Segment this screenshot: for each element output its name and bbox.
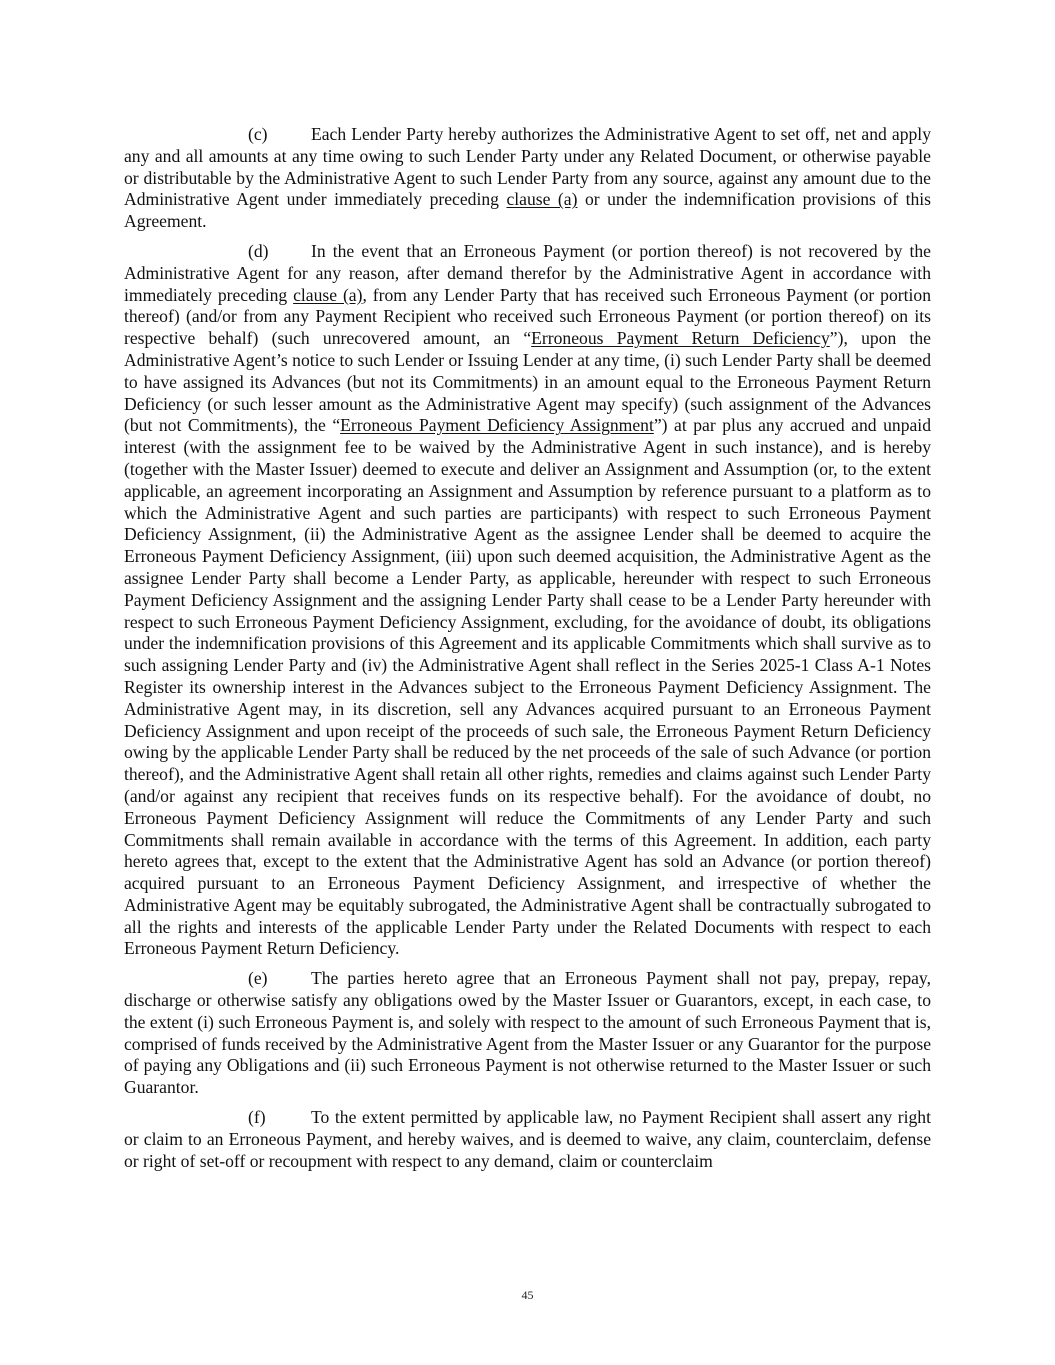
document-page bbox=[124, 124, 931, 1180]
paragraph-c-text-1: Each Lender Party hereby authorizes the Administrative Agent to set off, net and apply any and all amounts at any time owing to such Lender Party under any Related Document, or otherwise payable or distributable by the Administrative Agent to such Lender Party from any source, against any amount due to the Administrative Agent under immediately preceding bbox=[124, 124, 931, 210]
paragraph-c-text-2: or under the indemnification provisions of this Agreement. bbox=[124, 189, 931, 232]
paragraph-label-e: (e) bbox=[248, 968, 268, 989]
paragraph-e-text: The parties hereto agree that an Erroneous Payment shall not pay, prepay, repay, discharge or otherwise satisfy any obligations owed by the Master Issuer or Guarantors, except, in each case, to the extent (i) such Erroneous Payment is, and solely with respect to the amount of such Erroneous Payment that is, comprised of funds received by the Administrative Agent from the Master Issuer or any Guarantor for the purpose of paying any Obligations and (ii) such Erroneous Payment is not otherwise returned to the Master Issuer or such Guarantor. bbox=[124, 968, 931, 1098]
paragraph-d-text-4: ”) at par plus any accrued and unpaid interest (with the assignment fee to be waived by the Administrative Agent in such instance), and is hereby (together with the Master Issuer) deemed to execute and deliver an Assignment and Assumption (or, to the extent applicable, an agreement incorporating an Assignment and Assumption by reference pursuant to a platform as to which the Administrative Agent and such parties are participants) with respect to such Erroneous Payment Deficiency Assignment, (ii) the Administrative Agent as the assignee Lender shall be deemed to acquire the Erroneous Payment Deficiency Assignment, (iii) upon such deemed acquisition, the Administrative Agent as the assignee Lender Party shall become a Lender Party, as applicable, hereunder with respect to such Erroneous Payment Deficiency Assignment and the assigning Lender Party shall cease to be a Lender Party hereunder with respect to such Erroneous Payment Deficiency Assignment, excluding, for the avoidance of doubt, its obligations under the indemnification provisions of this Agreement and its applicable Commitments which shall survive as to such assigning Lender Party and (iv) the Administrative Agent shall reflect in the Series 2025-1 Class A-1 Notes Register its ownership interest in the Advances subject to the Erroneous Payment Deficiency Assignment. The Administrative Agent may, in its discretion, sell any Advances acquired pursuant to an Erroneous Payment Deficiency Assignment and upon receipt of the proceeds of such sale, the Erroneous Payment Return Deficiency owing by the applicable Lender Party shall be reduced by the net proceeds of the sale of such Advance (or portion thereof), and the Administrative Agent shall retain all other rights, remedies and claims against such Lender Party (and/or against any recipient that receives funds on its respective behalf). For the avoidance of doubt, no Erroneous Payment Deficiency Assignment will reduce the Commitments of any Lender Party and such Commitments shall remain available in accordance with the terms of this Agreement. In addition, each party hereto agrees that, except to the extent that the Administrative Agent has sold an Advance (or portion thereof) acquired pursuant to an Erroneous Payment Deficiency Assignment, and irrespective of whether the Administrative Agent may be equitably subrogated, the Administrative Agent shall be contractually subrogated to all the rights and interests of the applicable Lender Party under the Related Documents with respect to each Erroneous Payment Return Deficiency. bbox=[124, 415, 931, 959]
defined-term-deficiency-assignment: Erroneous Payment Deficiency Assignment bbox=[340, 415, 654, 436]
paragraph-d bbox=[124, 241, 931, 960]
paragraph-f bbox=[124, 1107, 931, 1172]
paragraph-d-text-1: In the event that an Erroneous Payment (or portion thereof) is not recovered by the Administrative Agent for any reason, after demand therefor by the Administrative Agent in accordance with immediately preceding bbox=[124, 240, 931, 305]
defined-term-return-deficiency: Erroneous Payment Return Deficiency bbox=[531, 328, 830, 349]
paragraph-d-text-3: ”), upon the Administrative Agent’s notice to such Lender or Issuing Lender at any time, (i) such Lender Party shall be deemed to have assigned its Advances (but not its Commitments) in an amount equal to the Erroneous Payment Return Deficiency (or such lesser amount as the Administrative Agent may specify) (such assignment of the Advances (but not Commitments), the “ bbox=[124, 328, 931, 436]
paragraph-label-d: (d) bbox=[248, 240, 269, 261]
paragraph-d-text-2: , from any Lender Party that has received such Erroneous Payment (or portion thereof) (and/or from any Payment Recipient who received such Erroneous Payment (or portion thereof) on its respective behalf) (such unrecovered amount, an “ bbox=[124, 284, 931, 349]
paragraph-label-c: (c) bbox=[248, 124, 268, 144]
paragraph-label-f: (f) bbox=[248, 1107, 266, 1128]
page-number: 45 bbox=[521, 1288, 534, 1302]
paragraph-e bbox=[124, 968, 931, 1099]
clause-a-reference: clause (a) bbox=[293, 284, 363, 305]
paragraph-f-text: To the extent permitted by applicable law, no Payment Recipient shall assert any right or claim to an Erroneous Payment, and hereby waives, and is deemed to waive, any claim, counterclaim, defense or right of set-off or recoupment with respect to any demand, claim or counterclaim bbox=[124, 1107, 931, 1171]
paragraph-c bbox=[124, 124, 931, 233]
clause-a-reference: clause (a) bbox=[506, 189, 578, 210]
